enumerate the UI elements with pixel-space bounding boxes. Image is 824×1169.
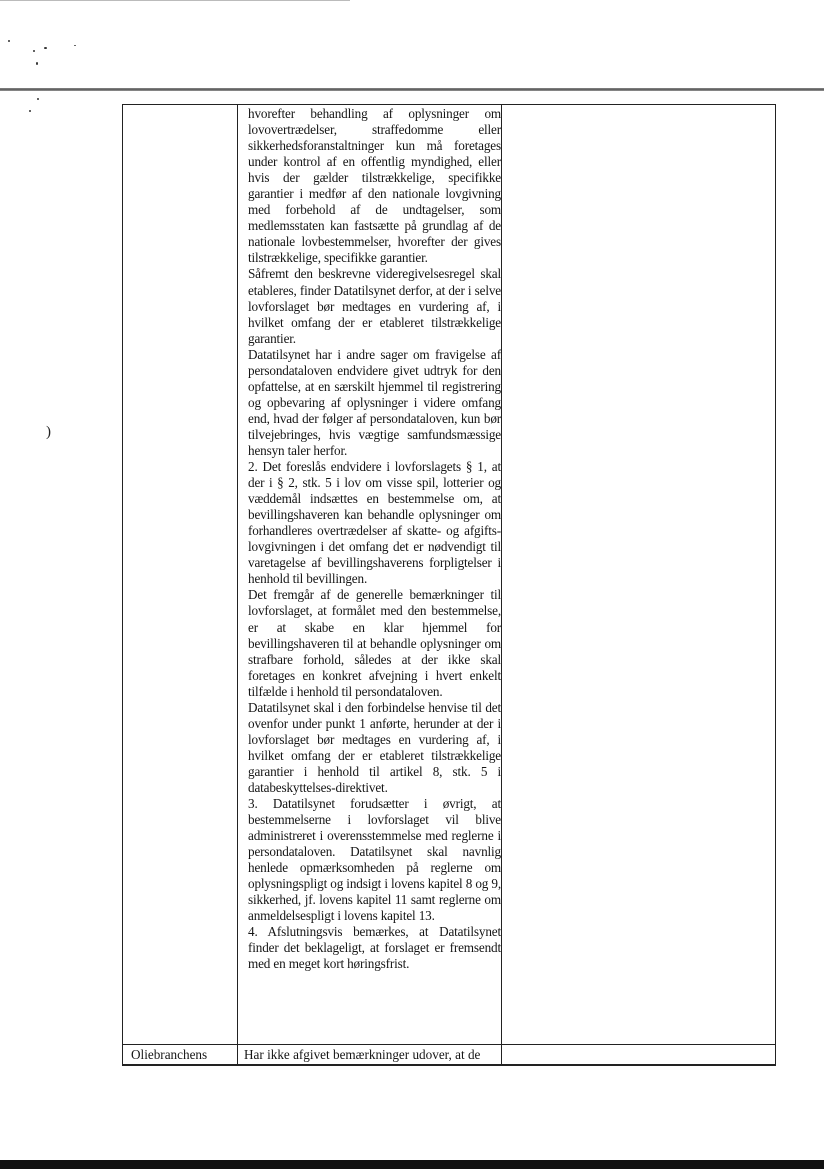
scan-bottom-edge: [0, 1160, 824, 1169]
row-divider-inner: [122, 1064, 776, 1065]
scan-speck: [37, 98, 39, 100]
scan-top-edge: [0, 0, 350, 1]
scan-speck: [8, 40, 10, 42]
row-divider: [122, 1044, 776, 1045]
paragraph: Det fremgår af de generelle bemærkninger til lovforslaget, at formålet med den bestemmelse, er at skabe en klar hjemmel for bevillingshaveren til at behandle oplysninger om strafbare forhold, således at der ikke skal foretages en konkret afvejning i hvert enkelt tilfælde i henhold til persondataloven.: [248, 587, 501, 699]
paragraph: Såfremt den beskrevne videregivelsesregel skal etableres, finder Datatilsynet derfor, at der i selve lovforslaget bør medtages en vurdering af, i hvilket omfang der er etableret tilstrækkelige garantier.: [248, 266, 501, 346]
paragraph: 3. Datatilsynet forudsætter i øvrigt, at bestemmelserne i lovforslaget vil blive administreret i overensstemmelse med reglerne i persondataloven. Datatilsynet skal navnlig henlede opmærksomheden på reglerne om oplysningspligt og indsigt i lovens kapitel 8 og 9, sikkerhed, jf. lovens kapitel 11 samt reglerne om anmeldelsespligt i lovens kapitel 13.: [248, 796, 501, 924]
row-label: Oliebranchens: [131, 1047, 208, 1062]
margin-mark: ): [46, 424, 51, 440]
scan-rule-line: [0, 88, 824, 91]
scan-speck: [74, 45, 76, 46]
paragraph: 4. Afslutningsvis bemærkes, at Datatilsynet finder det beklageligt, at forslaget er fremsendt med en meget kort høringsfrist.: [248, 924, 501, 972]
paragraph: Datatilsynet har i andre sager om fravigelse af persondataloven endvidere givet udtryk for den opfattelse, at en særskilt hjemmel til registrering og opbevaring af oplysninger i videre omfang end, hvad der følger af persondataloven, kun bør tilvejebringes, hvis vægtige samfundsmæssige hensyn taler herfor.: [248, 346, 501, 458]
scan-speck: [33, 50, 35, 52]
main-cell-text: [248, 106, 501, 973]
paragraph: hvorefter behandling af oplysninger om lovovertrædelser, straffedomme eller sikkerhedsforanstaltninger kun må foretages under kontrol af en offentlig myndighed, eller hvis der gælder tilstrækkelige, specifikke garantier i medfør af den nationale lovgivning med forbehold af de undtagelser, som medlemsstaten kan fastsætte på grundlag af de nationale lovbestemmelser, hvorefter der gives tilstrækkelige, specifikke garantier.: [248, 106, 501, 266]
column-divider-2: [501, 104, 502, 1066]
scan-speck: [29, 110, 31, 112]
scan-speck: [36, 62, 38, 65]
paragraph: Datatilsynet skal i den forbindelse henvise til det ovenfor under punkt 1 anførte, herunder at der i lovforslaget bør medtages en vurdering af, i hvilket omfang der er etableret tilstrækkelige garantier i henhold til artikel 8, stk. 5 i databeskyttelses-direktivet.: [248, 699, 501, 795]
row-text: Har ikke afgivet bemærkninger udover, at de: [244, 1047, 481, 1062]
paragraph: 2. Det foreslås endvidere i lovforslagets § 1, at der i § 2, stk. 5 i lov om visse spil, lotterier og væddemål indsættes en bestemmelse om, at bevillingshaveren kan behandle oplysninger om forhandleres overtrædelser af skatte- og afgifts-lovgivningen i det omfang det er nødvendigt til varetagelse af bevillingshaverens forpligtelser i henhold til bevillingen.: [248, 459, 501, 587]
column-divider-1: [237, 104, 238, 1066]
scan-speck: [44, 47, 47, 49]
